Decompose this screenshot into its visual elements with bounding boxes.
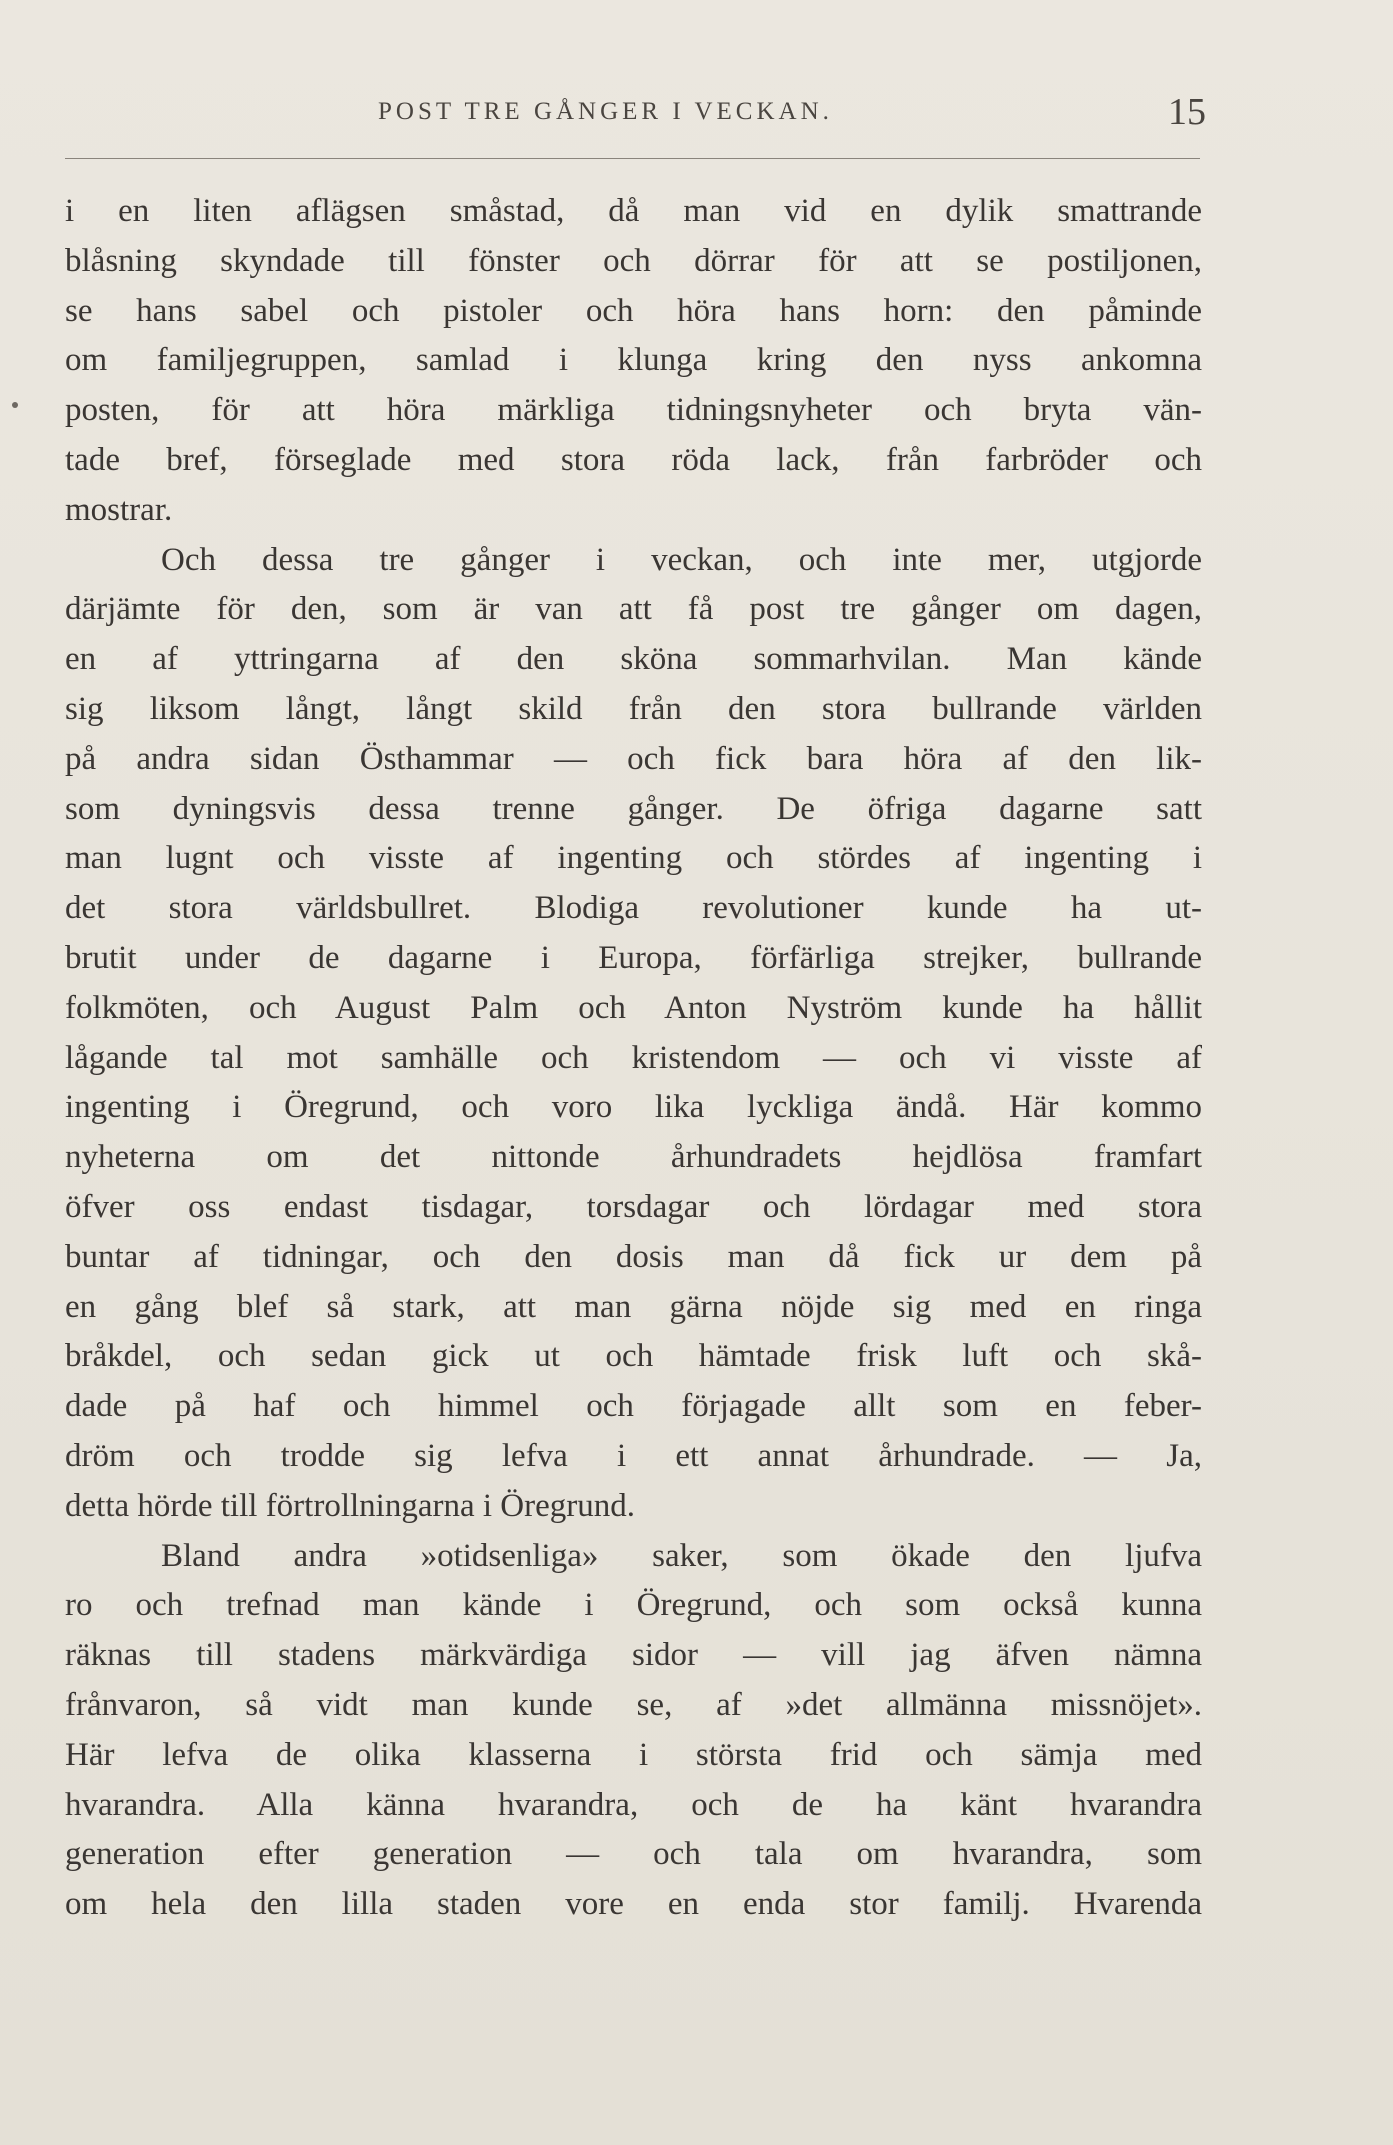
text-line: generation efter generation — och tala om hvarandra, som bbox=[65, 1836, 1202, 1873]
body-text bbox=[65, 187, 1202, 1930]
text-line: ro och trefnad man kände i Öregrund, och som också kunna bbox=[65, 1587, 1202, 1624]
text-line: folkmöten, och August Palm och Anton Nyström kunde ha hållit bbox=[65, 989, 1202, 1026]
text-line: på andra sidan Östhammar — och fick bara höra af den lik- bbox=[65, 740, 1202, 777]
text-line: som dyningsvis dessa trenne gånger. De öfriga dagarne satt bbox=[65, 790, 1202, 827]
text-line: posten, för att höra märkliga tidningsnyheter och bryta vän- bbox=[65, 392, 1202, 429]
text-line: brutit under de dagarne i Europa, förfärliga strejker, bullrande bbox=[65, 939, 1202, 976]
header-rule bbox=[65, 158, 1200, 159]
text-line: tade bref, förseglade med stora röda lack, från farbröder och bbox=[65, 441, 1202, 478]
text-line: om familjegruppen, samlad i klunga kring den nyss ankomna bbox=[65, 342, 1202, 379]
text-line: bråkdel, och sedan gick ut och hämtade frisk luft och skå- bbox=[65, 1338, 1202, 1375]
text-line: sig liksom långt, långt skild från den stora bullrande världen bbox=[65, 690, 1202, 727]
text-line: dröm och trodde sig lefva i ett annat århundrade. — Ja, bbox=[65, 1437, 1202, 1474]
text-line: se hans sabel och pistoler och höra hans horn: den påminde bbox=[65, 292, 1202, 329]
text-line: ingenting i Öregrund, och voro lika lyckliga ändå. Här kommo bbox=[65, 1089, 1202, 1126]
text-line: räknas till stadens märkvärdiga sidor — vill jag äfven nämna bbox=[65, 1637, 1202, 1674]
text-line: mostrar. bbox=[65, 491, 173, 528]
text-line: buntar af tidningar, och den dosis man då fick ur dem på bbox=[65, 1238, 1202, 1275]
text-line: det stora världsbullret. Blodiga revolutioner kunde ha ut- bbox=[65, 890, 1202, 927]
text-line: nyheterna om det nittonde århundradets hejdlösa framfart bbox=[65, 1139, 1202, 1176]
page-number: 15 bbox=[1168, 91, 1206, 133]
running-head-title: POST TRE GÅNGER I VECKAN. bbox=[378, 98, 833, 125]
text-line: Och dessa tre gånger i veckan, och inte mer, utgjorde bbox=[161, 541, 1202, 578]
text-line: en af yttringarna af den sköna sommarhvilan. Man kände bbox=[65, 641, 1202, 678]
text-line: om hela den lilla staden vore en enda stor familj. Hvarenda bbox=[65, 1886, 1202, 1923]
text-line: blåsning skyndade till fönster och dörrar för att se postiljonen, bbox=[65, 242, 1202, 279]
text-line: hvarandra. Alla känna hvarandra, och de ha känt hvarandra bbox=[65, 1786, 1202, 1823]
text-line: detta hörde till förtrollningarna i Öregrund. bbox=[65, 1487, 635, 1524]
text-line: frånvaron, så vidt man kunde se, af »det allmänna missnöjet». bbox=[65, 1686, 1202, 1723]
text-line: Bland andra »otidsenliga» saker, som ökade den ljufva bbox=[161, 1537, 1202, 1574]
margin-mark bbox=[12, 402, 18, 408]
text-line: i en liten aflägsen småstad, då man vid en dylik smattrande bbox=[65, 193, 1202, 229]
text-line: dade på haf och himmel och förjagade allt som en feber- bbox=[65, 1388, 1202, 1425]
running-head bbox=[0, 88, 1393, 138]
text-line: Här lefva de olika klasserna i största frid och sämja med bbox=[65, 1736, 1202, 1773]
text-line: öfver oss endast tisdagar, torsdagar och lördagar med stora bbox=[65, 1188, 1202, 1225]
text-line: därjämte för den, som är van att få post tre gånger om dagen, bbox=[65, 591, 1202, 628]
text-line: man lugnt och visste af ingenting och stördes af ingenting i bbox=[65, 840, 1202, 877]
text-line: en gång blef så stark, att man gärna nöjde sig med en ringa bbox=[65, 1288, 1202, 1325]
text-line: lågande tal mot samhälle och kristendom — och vi visste af bbox=[65, 1039, 1202, 1076]
